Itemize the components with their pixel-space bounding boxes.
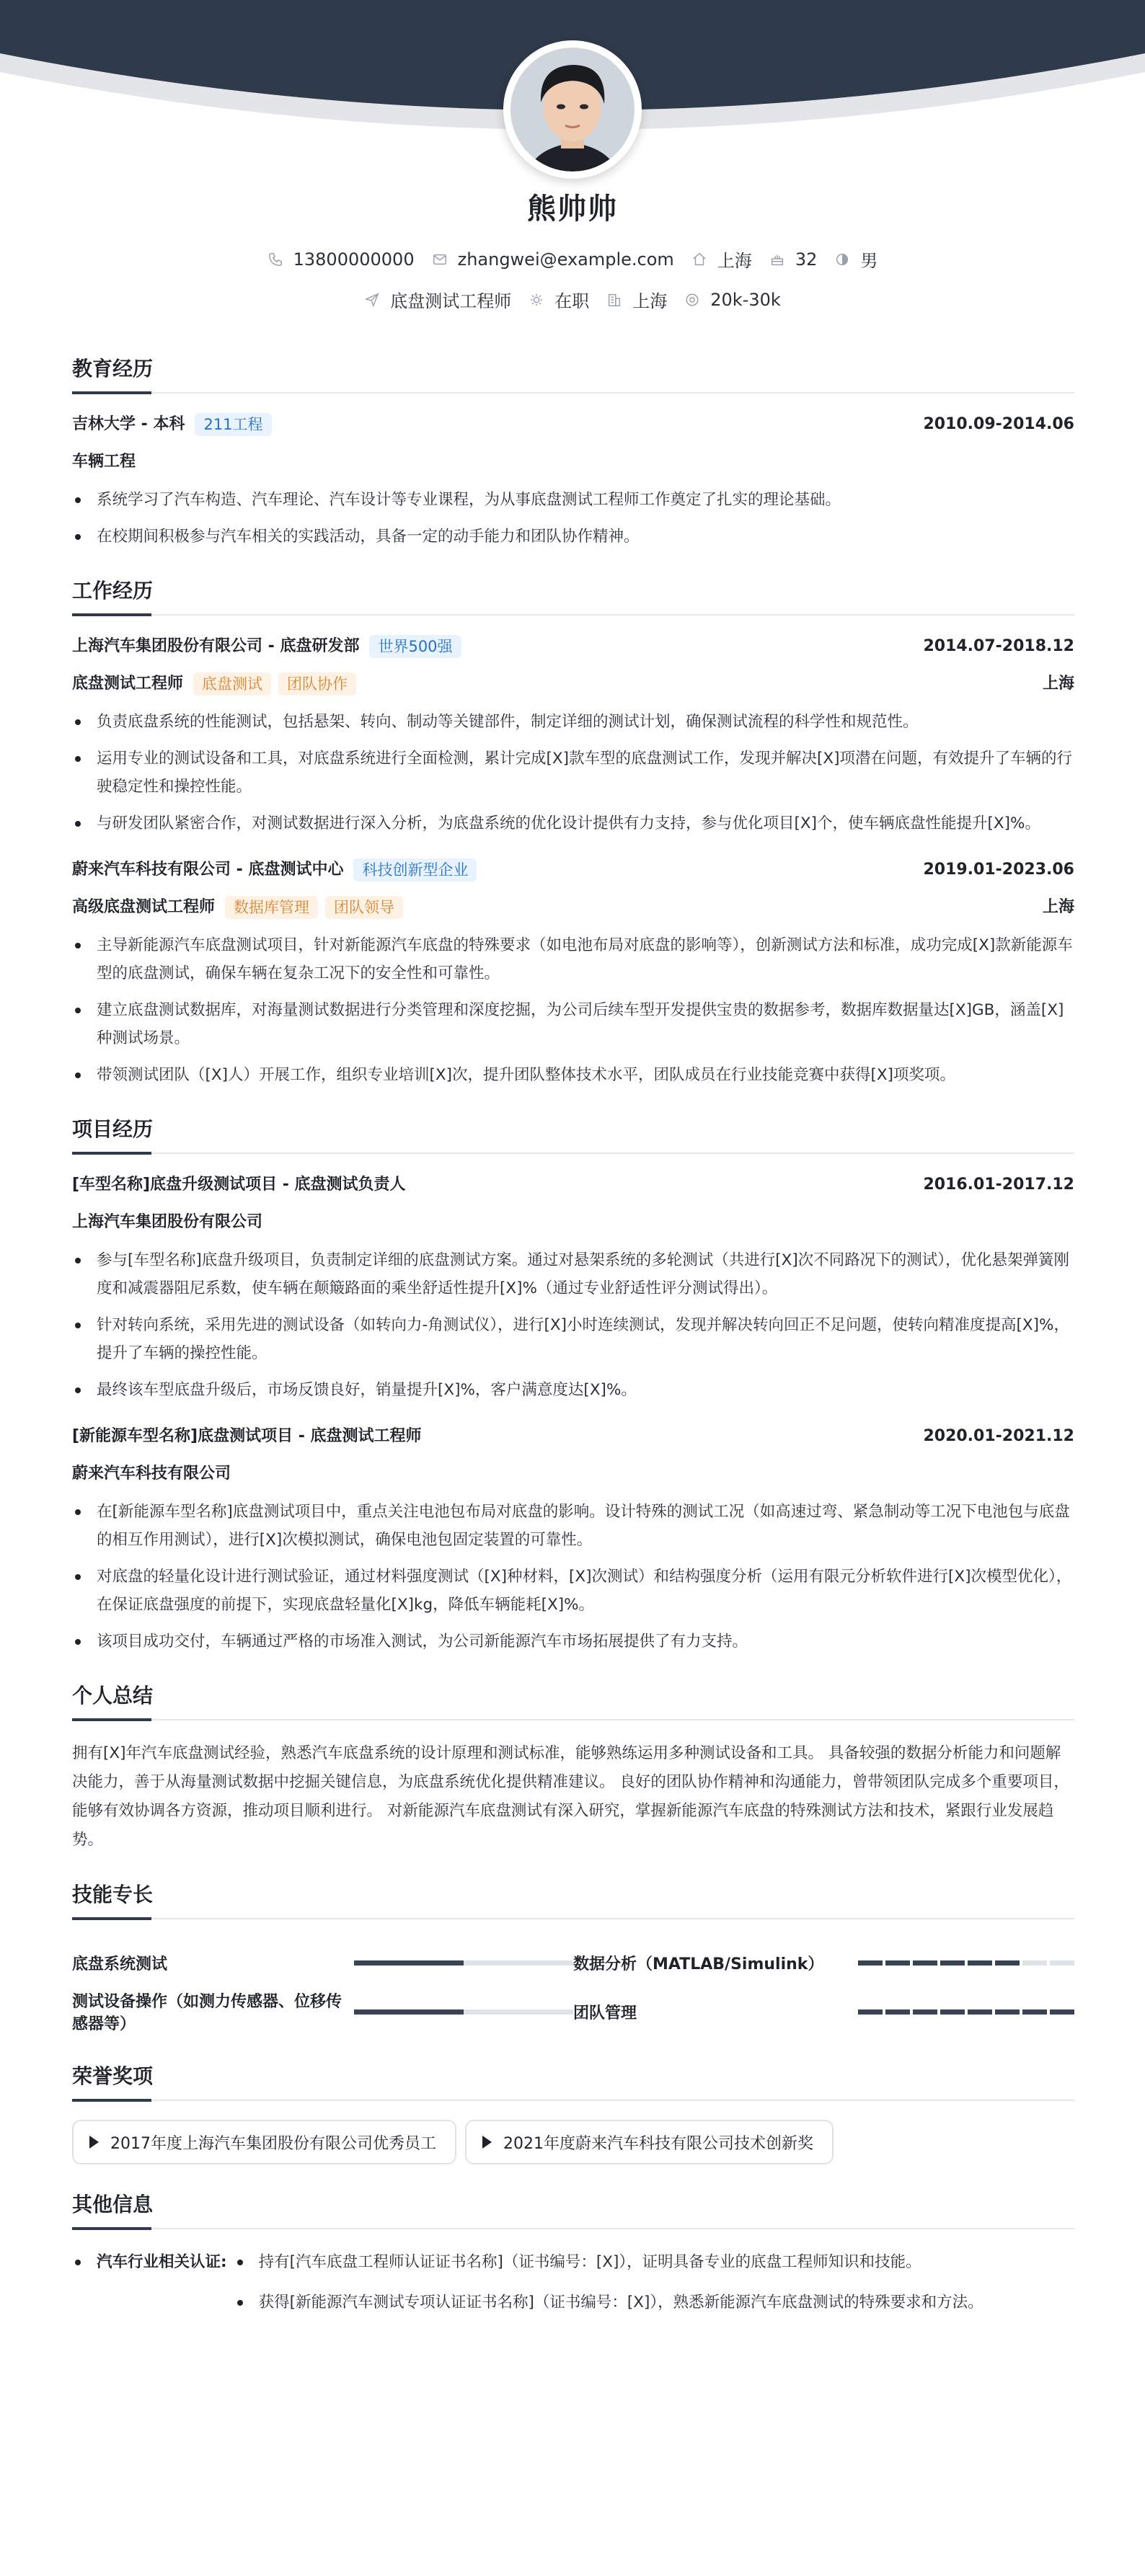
role-title: 高级底盘测试工程师	[72, 898, 216, 916]
list-item: 与研发团队紧密合作，对测试数据进行深入分析，为底盘系统的优化设计提供有力支持，参与优化项目[X]个，使车辆底盘性能提升[X]%。	[72, 809, 1074, 838]
company-tag: 科技创新型企业	[353, 858, 477, 881]
skill-segment	[995, 2009, 1020, 2015]
skill-item	[573, 1987, 1074, 2036]
role-title: 底盘测试工程师	[72, 675, 184, 693]
job-title-item	[364, 287, 511, 312]
list-item: 获得[新能源汽车测试专项认证证书名称]（证书编号：[X]），熟悉新能源汽车底盘测试的特殊要求和方法。	[234, 2288, 1074, 2317]
project-entry	[72, 1173, 1074, 1404]
work-period: 2014.07-2018.12	[923, 637, 1074, 655]
role-tag: 团队领导	[325, 896, 403, 919]
education-major-row	[72, 450, 1074, 474]
gender-icon	[834, 252, 850, 267]
age-item	[769, 249, 818, 270]
skill-level-bar	[354, 1960, 573, 1966]
project-title: [新能源车型名称]底盘测试项目 - 底盘测试工程师	[72, 1427, 422, 1445]
skill-segment	[995, 1960, 1020, 1966]
project-period: 2020.01-2021.12	[923, 1427, 1074, 1445]
awards-section	[72, 2061, 1074, 2164]
other-section	[72, 2189, 1074, 2329]
project-company-row	[72, 1210, 1074, 1235]
list-item: 在[新能源车型名称]底盘测试项目中，重点关注电池包布局对底盘的影响。设计特殊的测试工况（如高速过弯、紧急制动等工况下电池包与底盘的相互作用测试），进行[X]次模拟测试，确保电池包固定装置的可靠性。	[72, 1498, 1074, 1554]
certification-label: 汽车行业相关认证:	[72, 2248, 227, 2329]
work-entry	[72, 858, 1074, 1089]
skill-item	[72, 1938, 573, 1987]
project-title: [车型名称]底盘升级测试项目 - 底盘测试负责人	[72, 1176, 406, 1194]
list-item: 对底盘的轻量化设计进行测试验证，通过材料强度测试（[X]种材料，[X]次测试）和结构强度分析（运用有限元分析软件进行[X]次模型优化），在保证底盘强度的前提下，实现底盘轻量化[X]kg，降低车辆能耗[X]%。	[72, 1563, 1074, 1619]
salary-text: 20k-30k	[710, 289, 781, 310]
skill-level-bar	[858, 1960, 1074, 1966]
list-item: 持有[汽车底盘工程师认证证书名称]（证书编号：[X]），证明具备专业的底盘工程师知识和技能。	[234, 2248, 1074, 2277]
work-section	[72, 575, 1074, 1089]
role-tag: 底盘测试	[193, 672, 271, 696]
salary-icon	[684, 292, 700, 308]
gender-text: 男	[860, 251, 878, 271]
phone-icon	[268, 252, 283, 267]
section-title-projects: 项目经历	[72, 1114, 1074, 1154]
home-icon	[691, 252, 707, 267]
candidate-name: 熊帅帅	[527, 192, 618, 226]
list-item: 参与[车型名称]底盘升级项目，负责制定详细的底盘测试方案。通过对悬架系统的多轮测试（共进行[X]次不同路况下的测试），优化悬架弹簧刚度和减震器阻尼系数，使车辆在颠簸路面的乘坐舒适性提升[X]%（通过专业舒适性评分测试得出）。	[72, 1246, 1074, 1302]
section-title-work: 工作经历	[72, 575, 1074, 616]
school-tag: 211工程	[195, 413, 271, 436]
certification-block	[72, 2248, 1074, 2329]
work-header	[72, 634, 1074, 659]
list-item: 运用专业的测试设备和工具，对底盘系统进行全面检测，累计完成[X]款车型的底盘测试工作，发现并解决[X]项潜在问题，有效提升了车辆的行驶稳定性和操控性能。	[72, 745, 1074, 801]
section-title-education: 教育经历	[72, 353, 1074, 394]
work-bullets	[72, 708, 1074, 838]
section-title-summary: 个人总结	[72, 1680, 1074, 1720]
work-entry	[72, 634, 1074, 838]
target-city-item	[606, 287, 667, 312]
award-chip	[465, 2120, 834, 2164]
project-company: 上海汽车集团股份有限公司	[72, 1213, 263, 1231]
project-company-row	[72, 1462, 1074, 1486]
list-item: 针对转向系统，采用先进的测试设备（如转向力-角测试仪），进行[X]小时连续测试，发现并解决转向回正不足问题，使转向精准度提高[X]%，提升了车辆的操控性能。	[72, 1311, 1074, 1367]
skill-level-bar	[354, 2009, 573, 2015]
skill-segment	[1022, 2009, 1047, 2015]
company-tag: 世界500强	[369, 635, 461, 658]
cake-icon	[769, 252, 785, 267]
phone-item	[268, 249, 415, 270]
email-text: zhangwei@example.com	[457, 249, 674, 270]
skill-segment	[940, 1960, 965, 1966]
list-item: 系统学习了汽车构造、汽车理论、汽车设计等专业课程，为从事底盘测试工程师工作奠定了扎实的理论基础。	[72, 486, 1074, 514]
education-section	[72, 353, 1074, 551]
list-item: 在校期间积极参与汽车相关的实践活动，具备一定的动手能力和团队协作精神。	[72, 523, 1074, 551]
project-company: 蔚来汽车科技有限公司	[72, 1465, 231, 1483]
play-icon	[89, 2136, 99, 2149]
skills-section	[72, 1879, 1074, 2036]
list-item: 最终该车型底盘升级后，市场反馈良好，销量提升[X]%，客户满意度达[X]%。	[72, 1376, 1074, 1404]
play-icon	[482, 2136, 492, 2149]
section-title-skills: 技能专长	[72, 1879, 1074, 1919]
list-item: 负责底盘系统的性能测试，包括悬架、转向、制动等关键部件，制定详细的测试计划，确保测试流程的科学性和规范性。	[72, 708, 1074, 736]
avatar	[503, 40, 642, 179]
skill-item	[72, 1987, 573, 2036]
skill-segment	[913, 2009, 937, 2015]
skill-segment	[858, 1960, 883, 1966]
skill-segment	[885, 2009, 910, 2015]
section-title-other: 其他信息	[72, 2189, 1074, 2229]
list-item: 建立底盘测试数据库，对海量测试数据进行分类管理和深度挖掘，为公司后续车型开发提供宝贵的数据参考，数据库数据量达[X]GB，涵盖[X]种测试场景。	[72, 996, 1074, 1052]
gender-item	[834, 247, 877, 272]
work-header	[72, 858, 1074, 882]
target-city-text: 上海	[632, 291, 668, 311]
resume-body	[72, 353, 1074, 2353]
skill-segment	[1022, 1960, 1047, 1966]
age-text: 32	[795, 249, 818, 270]
email-item	[432, 249, 674, 270]
skill-segment	[940, 2009, 965, 2015]
work-role-row	[72, 672, 1074, 696]
award-text: 2021年度蔚来汽车科技有限公司技术创新奖	[503, 2134, 813, 2153]
list-item: 带领测试团队（[X]人）开展工作，组织专业培训[X]次，提升团队整体技术水平，团队成员在行业技能竞赛中获得[X]项奖项。	[72, 1061, 1074, 1089]
major: 车辆工程	[72, 453, 136, 471]
project-header	[72, 1424, 1074, 1449]
skill-segment	[1050, 2009, 1074, 2015]
project-header	[72, 1173, 1074, 1197]
project-bullets	[72, 1498, 1074, 1656]
skill-segment	[1050, 1960, 1074, 1966]
skill-segment	[968, 1960, 992, 1966]
certification-list	[234, 2248, 1074, 2329]
phone-text: 13800000000	[293, 249, 415, 270]
mail-icon	[432, 252, 448, 267]
list-item: 主导新能源汽车底盘测试项目，针对新能源汽车底盘的特殊要求（如电池布局对底盘的影响等），创新测试方法和标准，成功完成[X]款新能源车型的底盘测试，确保车辆在复杂工况下的安全性和可靠性。	[72, 931, 1074, 987]
job-title-text: 底盘测试工程师	[390, 291, 512, 311]
job-intent-row	[0, 287, 1145, 312]
work-bullets	[72, 931, 1074, 1089]
skill-level-bar	[858, 2009, 1074, 2015]
contact-row	[0, 247, 1145, 272]
awards-list	[72, 2120, 1074, 2164]
building-icon	[606, 292, 622, 308]
location-text: 上海	[717, 251, 752, 271]
company-name: 上海汽车集团股份有限公司 - 底盘研发部	[72, 637, 360, 655]
status-icon	[529, 292, 544, 308]
skill-name: 数据分析（MATLAB/Simulink）	[573, 1955, 824, 1973]
list-item: 该项目成功交付，车辆通过严格的市场准入测试，为公司新能源汽车市场拓展提供了有力支持。	[72, 1627, 1074, 1656]
skill-name: 测试设备操作（如测力传感器、位移传感器等）	[72, 1993, 342, 2033]
salary-item	[684, 290, 781, 310]
skill-segment	[968, 2009, 992, 2015]
project-entry	[72, 1424, 1074, 1656]
skill-name: 底盘系统测试	[72, 1955, 168, 1973]
skill-item	[573, 1938, 1074, 1987]
skill-segment	[885, 1960, 910, 1966]
summary-section	[72, 1680, 1074, 1855]
education-bullets	[72, 486, 1074, 551]
education-header	[72, 412, 1074, 437]
work-city: 上海	[1042, 898, 1074, 916]
work-period: 2019.01-2023.06	[923, 861, 1074, 879]
skill-segment	[858, 2009, 883, 2015]
work-role-row	[72, 895, 1074, 920]
skill-name: 团队管理	[573, 2004, 637, 2022]
section-title-awards: 荣誉奖项	[72, 2061, 1074, 2101]
send-icon	[364, 292, 380, 308]
summary-text: 拥有[X]年汽车底盘测试经验，熟悉汽车底盘系统的设计原理和测试标准，能够熟练运用多种测试设备和工具。 具备较强的数据分析能力和问题解决能力，善于从海量测试数据中挖掘关键信息，为底盘系统优化提供精准建议。 良好的团队协作精神和沟通能力，曾带领团队完成多个重要项目，能够有效协调各方资源，推动项目顺利进行。 对新能源汽车底盘测试有深入研究，掌握新能源汽车底盘的特殊测试方法和技术，紧跟行业发展趋势。	[72, 1744, 1069, 1849]
status-text: 在职	[554, 291, 590, 311]
school-name: 吉林大学 - 本科	[72, 415, 185, 433]
company-name: 蔚来汽车科技有限公司 - 底盘测试中心	[72, 861, 344, 879]
work-city: 上海	[1042, 675, 1074, 693]
role-tag: 团队协作	[278, 672, 356, 696]
education-entry	[72, 412, 1074, 551]
project-bullets	[72, 1246, 1074, 1404]
status-item	[529, 287, 589, 312]
role-tag: 数据库管理	[225, 896, 318, 919]
location-item	[691, 247, 752, 272]
skills-grid	[72, 1938, 1074, 2036]
award-chip	[72, 2120, 456, 2164]
education-period: 2010.09-2014.06	[923, 415, 1074, 433]
project-period: 2016.01-2017.12	[923, 1176, 1074, 1194]
projects-section	[72, 1114, 1074, 1656]
award-text: 2017年度上海汽车集团股份有限公司优秀员工	[110, 2134, 436, 2153]
skill-segment	[913, 1960, 937, 1966]
